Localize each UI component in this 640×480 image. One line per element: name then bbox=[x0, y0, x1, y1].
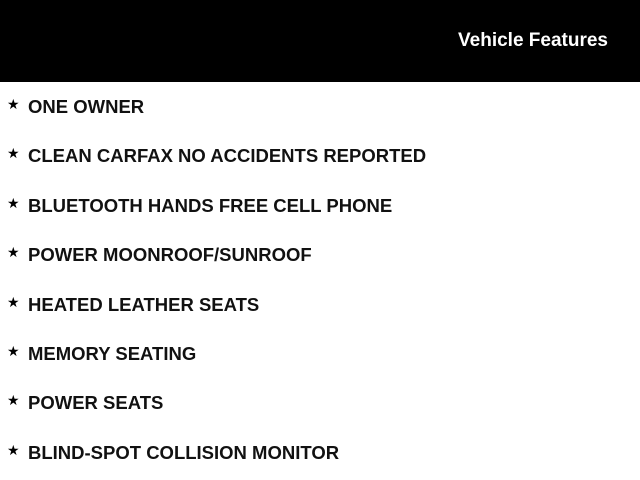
list-item bbox=[0, 230, 640, 279]
feature-label: BLUETOOTH HANDS FREE CELL PHONE bbox=[28, 194, 393, 216]
features-list bbox=[0, 82, 640, 477]
list-item bbox=[0, 181, 640, 230]
list-item bbox=[0, 82, 640, 131]
feature-label: ONE OWNER bbox=[28, 96, 145, 117]
list-item bbox=[0, 428, 640, 477]
feature-label: HEATED LEATHER SEATS bbox=[28, 293, 260, 315]
star-icon: ★ bbox=[7, 145, 20, 162]
star-icon: ★ bbox=[7, 392, 20, 409]
list-item bbox=[0, 378, 640, 427]
page-title: Vehicle Features bbox=[458, 30, 608, 51]
star-icon: ★ bbox=[7, 96, 20, 112]
feature-label: CLEAN CARFAX NO ACCIDENTS REPORTED bbox=[28, 145, 427, 167]
star-icon: ★ bbox=[7, 194, 20, 211]
feature-label: POWER MOONROOF/SUNROOF bbox=[28, 244, 312, 266]
header-bar bbox=[0, 0, 640, 82]
feature-label: BLIND-SPOT COLLISION MONITOR bbox=[28, 441, 340, 463]
list-item bbox=[0, 329, 640, 378]
star-icon: ★ bbox=[7, 244, 20, 261]
star-icon: ★ bbox=[7, 441, 20, 458]
star-icon: ★ bbox=[7, 293, 20, 310]
list-item bbox=[0, 280, 640, 329]
star-icon: ★ bbox=[7, 342, 20, 359]
feature-label: MEMORY SEATING bbox=[28, 342, 197, 364]
feature-label: POWER SEATS bbox=[28, 392, 164, 414]
list-item bbox=[0, 131, 640, 180]
